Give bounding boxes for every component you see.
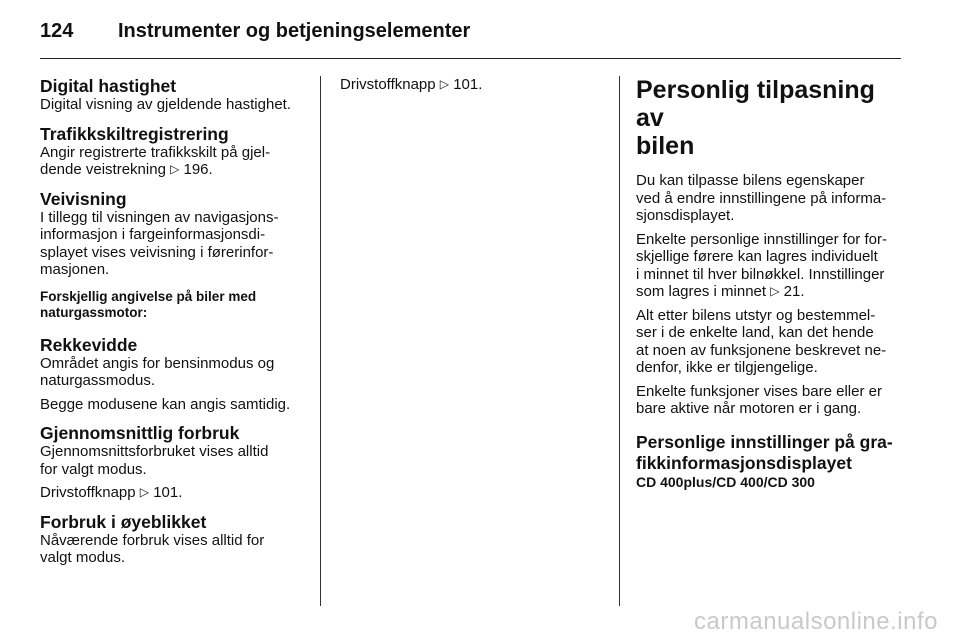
ref-arrow-icon: ▷ — [139, 485, 150, 499]
section-heading: Rekkevidde — [40, 334, 138, 355]
paragraph: Angir registrerte trafikkskilt på gjel- dende veistrekning ▷ 196. — [40, 143, 271, 178]
paragraph: Drivstoffknapp ▷ 101. — [340, 76, 483, 93]
section-heading: Personlige innstillinger på gra- fikkinformasjonsdisplayet — [636, 431, 893, 473]
section-average-consumption — [40, 423, 308, 502]
ref-arrow-icon: ▷ — [770, 284, 780, 298]
page-ref[interactable]: 101. — [453, 76, 483, 93]
section-heading: Trafikkskiltregistrering — [40, 123, 229, 144]
column-divider-1 — [320, 76, 321, 606]
section-heading: Veivisning — [40, 188, 127, 209]
section-traffic-sign — [40, 124, 308, 179]
ref-arrow-icon: ▷ — [439, 77, 450, 91]
subheading: CD 400plus/CD 400/CD 300 — [636, 473, 815, 490]
paragraph: Enkelte personlige innstillinger for for- skjellige førere kan lagres individuelt i minnet til hver bilnøkkel. Innstillinger som lagres i minnet ▷ 21. — [636, 230, 887, 300]
column-3 — [636, 76, 904, 490]
paragraph: Drivstoffknapp ▷ 101. — [40, 484, 183, 501]
column-divider-2 — [619, 76, 620, 606]
section-heading: Forbruk i øyeblikket — [40, 511, 207, 532]
page-ref[interactable]: 101. — [153, 484, 183, 501]
section-instant-consumption — [40, 512, 308, 567]
paragraph: Nåværende forbruk vises alltid for valgt modus. — [40, 531, 265, 566]
page-ref[interactable]: 196. — [183, 161, 213, 178]
paragraph: Gjennomsnittsforbruket vises alltid for valgt modus. — [40, 443, 269, 478]
page-title: Instrumenter og betjeningselementer — [118, 20, 471, 42]
page-header — [40, 14, 900, 54]
watermark: carmanualsonline.info — [694, 608, 938, 635]
section-range — [40, 335, 308, 414]
paragraph: Digital visning av gjeldende hastighet. — [40, 96, 291, 113]
paragraph: Du kan tilpasse bilens egenskaper ved å endre innstillingene på informa- sjonsdisplayet. — [636, 172, 887, 224]
section-heading: Gjennomsnittlig forbruk — [40, 423, 240, 443]
header-rule — [40, 58, 901, 59]
ref-arrow-icon: ▷ — [170, 162, 180, 176]
column-1 — [40, 76, 308, 577]
cng-note: Forskjellig angivelse på biler med naturgassmotor: — [40, 288, 257, 320]
section-guidance — [40, 189, 308, 279]
paragraph: Området angis for bensinmodus og naturgassmodus. — [40, 354, 275, 389]
paragraph: Alt etter bilens utstyr og bestemmel- ser i de enkelte land, kan det hende at noen av funksjonene beskrevet ne- denfor, ikke er tilgjengelige. — [636, 306, 887, 376]
page-number: 124 — [40, 20, 74, 42]
paragraph: Enkelte funksjoner vises bare eller er bare aktive når motoren er i gang. — [636, 382, 882, 417]
paragraph: Begge modusene kan angis samtidig. — [40, 395, 291, 413]
section-heading: Digital hastighet — [40, 76, 177, 96]
chapter-heading: Personlig tilpasning av bilen — [636, 76, 875, 160]
section-digital-speed — [40, 76, 308, 114]
column-2 — [340, 76, 600, 100]
page-ref[interactable]: 21. — [783, 283, 805, 300]
paragraph: I tillegg til visningen av navigasjons- informasjon i fargeinformasjonsdi- splayet vises veivisning i førerinfor- masjonen. — [40, 208, 279, 278]
